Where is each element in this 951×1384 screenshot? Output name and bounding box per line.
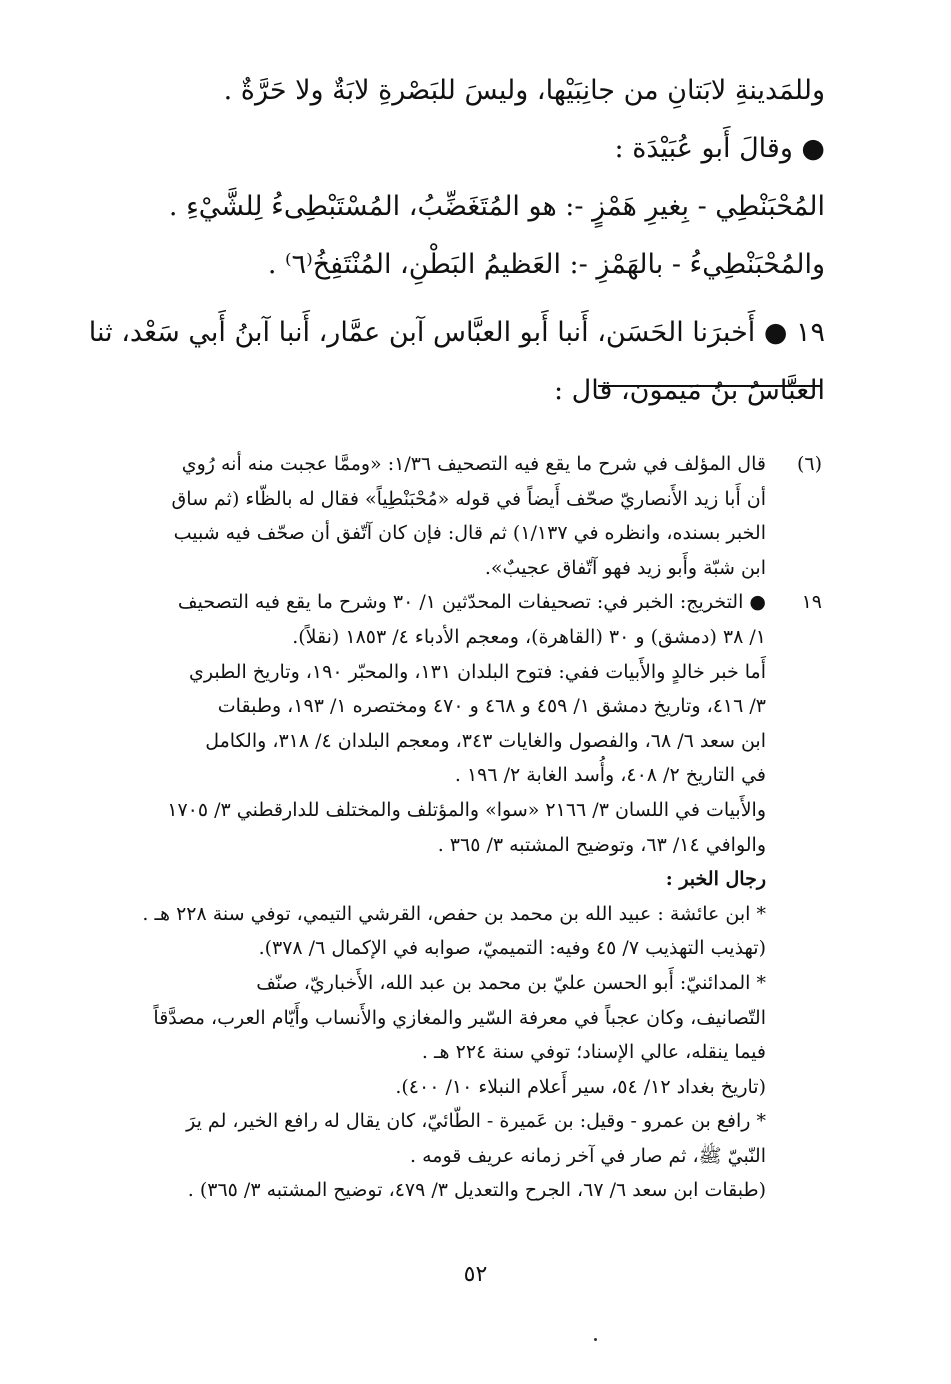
footnote-subheading: رجال الخبر : [665, 868, 766, 891]
page-number: ٥٢ [463, 1262, 488, 1287]
footnote-line: * رافع بن عمرو - وقيل: بن عَميرة - الطّائيّ، كان يقال له رافع الخير، لم يرَ [186, 1110, 766, 1133]
footnote-line: الخبر بسنده، وانظره في ١/١٣٧) ثم قال: فإن كان آتّفق أن صحّف فيه شبيب [173, 522, 766, 545]
footnote-line: * المدائنيّ: أَبو الحسن عليّ بن محمد بن عبد الله، الأَخباريّ، صنّف [256, 971, 766, 994]
footnote-line: * ابن عائشة : عبيد الله بن محمد بن حفص، القرشي التيمي، توفي سنة ٢٢٨ هـ . [142, 902, 766, 925]
main-text-line: ● وقالَ أَبو عُبَيْدَة : [614, 133, 825, 164]
footnote-line: قال المؤلف في شرح ما يقع فيه التصحيف ١/٣٦: «وممَّا عجبت منه أنه رُوي [181, 453, 766, 475]
footnote-line: ابن سعد ٦/ ٦٨، والفصول والغايات ٣٤٣، ومعجم البلدان ٤/ ٣١٨، والكامل [205, 729, 766, 752]
main-text-line: المُحْبَنْطِي - بِغيرِ هَمْزٍ -: هو المُتَغَضِّبُ، المُسْتَبْطِىءُ لِلشَّيْءِ . [168, 191, 825, 222]
footnote-number: (٦) [796, 453, 822, 475]
footnote-line: ● التخريج: الخبر في: تصحيفات المحدّثين ١/ ٣٠ وشرح ما يقع فيه التصحيف [177, 591, 766, 614]
footnote-19 [100, 585, 822, 1208]
footnote-line: النّبيّ ﷺ، ثم صار في آخر زمانه عريف قومه . [410, 1144, 766, 1167]
footnotes-block [100, 447, 822, 1208]
footnote-line: ابن شبّة وأَبو زيد فهو آتّفاق عجيبٌ». [484, 556, 766, 579]
footnote-line: أَما خبر خالدٍ والأَبيات ففي: فتوح البلدان ١٣١، والمحبّر ١٩٠، وتاريخ الطبري [188, 660, 766, 683]
print-speck [594, 1338, 597, 1341]
footnote-line: ١/ ٣٨ (دمشق) و ٣٠ (القاهرة)، ومعجم الأدباء ٤/ ١٨٥٣ (نقلاً). [292, 625, 766, 648]
footnote-line: التّصانيف، وكان عجباً في معرفة السّير والمغازي والأَنساب وأَيّام العرب، مصدَّقاً [153, 1006, 766, 1029]
footnote-line: (تهذيب التهذيب ٧/ ٤٥ وفيه: التميميّ، صوابه في الإكمال ٦/ ٣٧٨). [258, 937, 766, 960]
footnote-line: في التاريخ ٢/ ٤٠٨، وأُسد الغابة ٢/ ١٩٦ . [454, 764, 766, 787]
footnote-line: (تاريخ بغداد ١٢/ ٥٤، سير أَعلام النبلاء ١٠/ ٤٠٠). [395, 1075, 766, 1098]
footnote-line: (طبقات ابن سعد ٦/ ٦٧، الجرح والتعديل ٣/ ٤٧٩، توضيح المشتبه ٣/ ٣٦٥) . [187, 1179, 766, 1202]
footnote-line: ٣/ ٤١٦، وتاريخ دمشق ١/ ٤٥٩ و ٤٦٨ و ٤٧٠ ومختصره ١/ ١٩٣، وطبقات [217, 695, 766, 718]
footnote-divider [598, 385, 822, 387]
footnote-line: أن أَبا زيد الأَنصاريّ صحّف أَيضاً في قوله «مُحْبَنْطِياً» فقال له بالظّاء (ثم ساق [171, 487, 766, 510]
main-text-line: وللمَدينةِ لابَتانِ من جانِبَيْها، وليسَ للبَصْرةِ لابَةٌ ولا حَرَّةٌ . [223, 75, 825, 106]
main-text-line: والمُحْبَنْطِيءُ - بالهَمْزِ -: العَظيمُ البَطْنِ، المُنْتَفِخُ⁽٦⁾ . [267, 249, 825, 280]
main-text-line: العبَّاسُ بنُ مَيمون، قال : [553, 375, 825, 406]
footnote-6 [100, 447, 822, 585]
footnote-line: والوافي ١٤/ ٦٣، وتوضيح المشتبه ٣/ ٣٦٥ . [437, 833, 766, 856]
footnote-line: فيما ينقله، عالي الإسناد؛ توفي سنة ٢٢٤ هـ . [421, 1041, 766, 1064]
main-text-line: ١٩ ● أَخبرَنا الحَسَن، أَنبا أَبو العبَّاس آبن عمَّار، أَنبا آبنُ أَبي سَعْد، ثنا [88, 317, 825, 348]
footnote-number: ١٩ [801, 591, 822, 614]
footnote-line: والأَبيات في اللسان ٣/ ٢١٦٦ «سوا» والمؤتلف والمختلف للدارقطني ٣/ ١٧٠٥ [167, 798, 766, 821]
main-text-block [88, 62, 825, 420]
paragraph-gap [105, 294, 825, 304]
